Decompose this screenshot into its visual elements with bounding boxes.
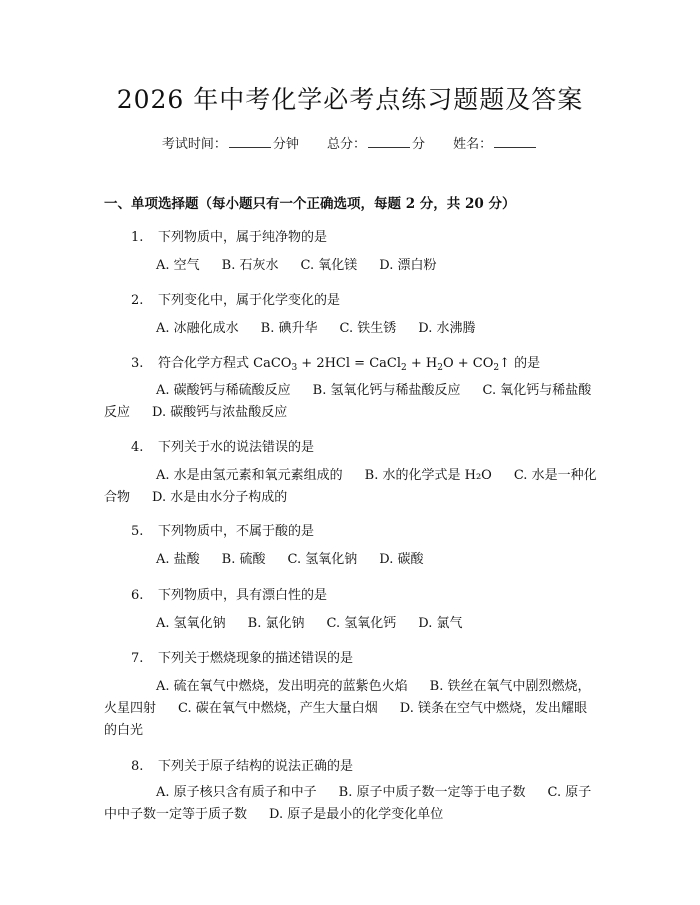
equation-text-4: O + CO [442, 356, 494, 371]
question-number: 7. [131, 651, 144, 666]
question-stem [131, 226, 327, 245]
option: D. 原子是最小的化学变化单位 [269, 807, 444, 822]
option: D. 氯气 [418, 616, 463, 631]
option: C. 碳在氧气中燃烧，产生大量白烟 [178, 701, 378, 716]
option: A. 空气 [156, 258, 200, 273]
option: B. 氢氧化钙与稀盐酸反应 [312, 383, 461, 398]
name-field [453, 137, 538, 152]
option: C. 原子中中子数一定等于质子数 [104, 785, 592, 822]
question-number: 2. [131, 293, 144, 308]
time-field [162, 137, 303, 152]
question-options [104, 549, 598, 571]
question-text: 下列变化中，属于化学变化的是 [158, 293, 341, 308]
question-stem [131, 647, 353, 666]
question-text: 下列关于水的说法错误的是 [158, 440, 315, 455]
question-stem [131, 755, 353, 774]
question-options [104, 676, 598, 742]
equation-text-5: ↑ 的是 [499, 356, 541, 371]
option: D. 碳酸 [379, 552, 424, 567]
time-label: 考试时间： [161, 137, 227, 152]
question-number: 8. [131, 759, 144, 774]
option: D. 水沸腾 [418, 321, 476, 336]
question-options [104, 613, 598, 635]
time-blank [229, 135, 271, 148]
question-number: 6. [131, 588, 144, 603]
question-text: 下列物质中，具有漂白性的是 [158, 588, 328, 603]
question-stem [131, 436, 314, 455]
score-field [327, 137, 429, 152]
time-unit: 分钟 [272, 137, 299, 152]
score-label: 总分： [326, 137, 366, 152]
question-options [104, 318, 598, 340]
option: D. 碳酸钙与浓盐酸反应 [152, 405, 288, 420]
option: C. 氧化钙与稀盐酸反应 [104, 383, 592, 420]
question-stem [131, 520, 314, 539]
question-text: 下列关于原子结构的说法正确的是 [158, 759, 354, 774]
question-text: 下列物质中，属于纯净物的是 [158, 230, 328, 245]
option: A. 氢氧化钠 [156, 616, 226, 631]
question-options [104, 465, 598, 509]
equation-text-1: 符合化学方程式 CaCO [158, 356, 292, 371]
option: C. 铁生锈 [339, 321, 397, 336]
option: C. 氢氧化钠 [287, 552, 358, 567]
option: B. 原子中质子数一定等于电子数 [338, 785, 526, 800]
option: A. 碳酸钙与稀硫酸反应 [156, 383, 291, 398]
question-stem [131, 289, 340, 308]
question-stem [131, 352, 540, 373]
option: B. 碘升华 [260, 321, 318, 336]
option: B. 氯化钠 [247, 616, 305, 631]
subscript: 3 [291, 363, 298, 373]
question-number: 4. [131, 440, 144, 455]
score-unit: 分 [412, 137, 426, 152]
option: B. 石灰水 [221, 258, 279, 273]
equation-text-3: + H [406, 356, 438, 371]
option: A. 原子核只含有质子和中子 [156, 785, 317, 800]
option: D. 漂白粉 [379, 258, 437, 273]
section-heading: 一、单项选择题（每小题只有一个正确选项，每题 2 分，共 20 分） [104, 196, 516, 212]
question-options [104, 782, 598, 826]
option: C. 水是一种化合物 [104, 468, 597, 505]
exam-meta [0, 133, 700, 152]
option: B. 铁丝在氧气中剧烈燃烧，火星四射 [104, 679, 591, 716]
name-label: 姓名： [453, 137, 493, 152]
option: D. 水是由水分子构成的 [152, 490, 288, 505]
option: A. 硫在氧气中燃烧，发出明亮的蓝紫色火焰 [156, 679, 408, 694]
subscript: 2 [493, 363, 500, 373]
question-number: 1. [131, 230, 144, 245]
option: A. 盐酸 [156, 552, 200, 567]
page-title: 2026 年中考化学必考点练习题题及答案 [116, 85, 584, 114]
option: C. 氧化镁 [300, 258, 358, 273]
subscript: 2 [401, 363, 407, 373]
question-options [104, 255, 598, 277]
question-number: 3. [131, 356, 144, 371]
question-stem [131, 584, 327, 603]
option: A. 冰融化成水 [156, 321, 239, 336]
option: A. 水是由氢元素和氧元素组成的 [156, 468, 343, 483]
equation-text-2: + 2HCl = CaCl [297, 356, 402, 371]
name-blank [494, 135, 536, 148]
score-blank [368, 135, 410, 148]
option: D. 镁条在空气中燃烧，发出耀眼的白光 [104, 701, 587, 738]
question-options [104, 380, 598, 424]
option: B. 水的化学式是 H₂O [364, 468, 492, 483]
question-text: 下列物质中，不属于酸的是 [158, 524, 315, 539]
question-text: 下列关于燃烧现象的描述错误的是 [158, 651, 354, 666]
option: C. 氢氧化钙 [326, 616, 397, 631]
subscript: 2 [437, 363, 443, 373]
option: B. 硫酸 [221, 552, 266, 567]
question-number: 5. [131, 524, 144, 539]
